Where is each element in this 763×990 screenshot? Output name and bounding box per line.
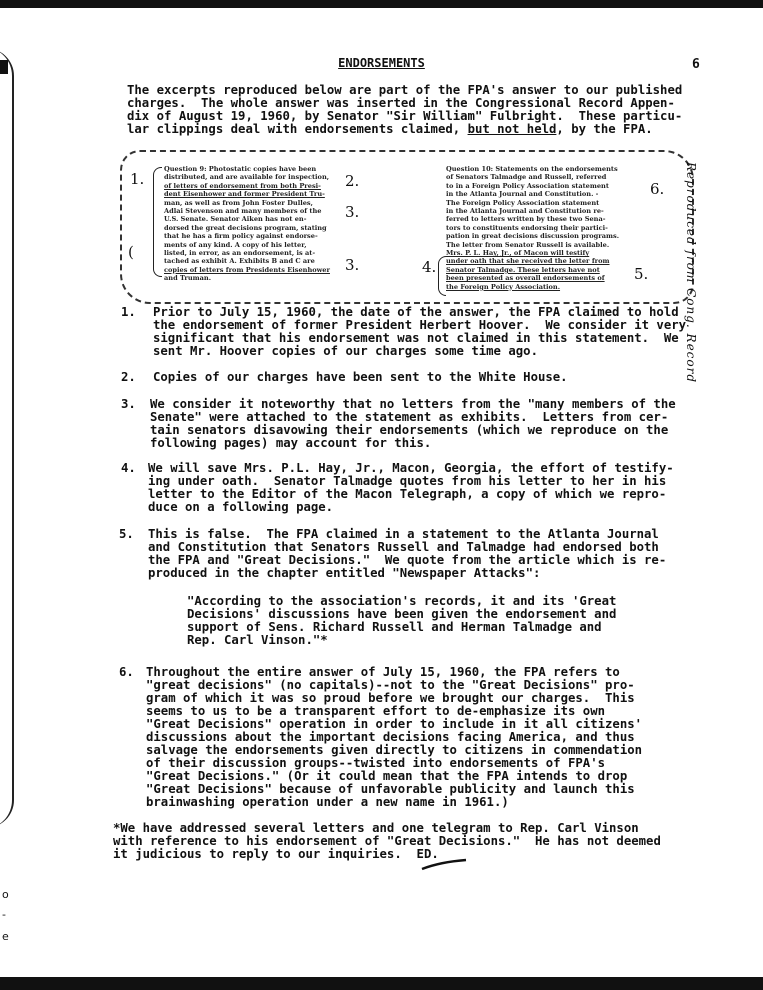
item-line: tain senators disavowing their endorsements (which we reproduce on the [150, 423, 669, 437]
clipping-right-line: tors to constituents endorsing their partici- [446, 223, 608, 232]
clipping-right-line: been presented as overall endorsements of [446, 274, 605, 283]
item-line: We will save Mrs. P.L. Hay, Jr., Macon, Georgia, the effort of testify- [148, 461, 674, 475]
footnote-line: it judicious to reply to our inquiries. ED. [113, 847, 439, 861]
clipping-left-line: U.S. Senate. Senator Aiken has not en- [164, 215, 307, 224]
clipping-left-line: Question 9: Photostatic copies have been [164, 165, 317, 173]
clipping-right-line: ferred to letters written by these two Sena- [446, 215, 606, 224]
item-number: 3. [121, 397, 136, 411]
item-line: "Great Decisions" because of unfavorable publicity and launch this [146, 782, 635, 796]
clipping-left-line: of letters of endorsement from both Presi- [164, 181, 321, 190]
item-line: of their discussion groups--twisted into endorsements of FPA's [146, 756, 606, 770]
edge-mark: e [2, 930, 9, 943]
handwritten-note: Reproduced from Cong. Record [684, 162, 698, 384]
clipping-left-line: listed, in error, as an endorsement, is at- [164, 249, 316, 257]
clipping-left-line: ments of any kind. A copy of his letter, [164, 240, 307, 249]
item-line: following pages) may account for this. [150, 436, 432, 450]
item-line: brainwashing operation under a new name in 1961.) [146, 795, 509, 809]
margin-mark-3: 3. [345, 203, 360, 221]
item-line: Prior to July 15, 1960, the date of the answer, the FPA claimed to hold [153, 305, 679, 319]
item-line: ing under oath. Senator Talmadge quotes from his letter to her in his [148, 474, 667, 488]
scan-bottom-border [0, 977, 763, 990]
clipping-right-line: under oath that she received the letter from [446, 257, 610, 266]
item-line: and Constitution that Senators Russell and Talmadge had endorsed both [148, 540, 659, 554]
clipping-left-line: Adlai Stevenson and many members of the [164, 207, 322, 215]
clipping-right-line: Senator Talmadge. These letters have not [446, 265, 600, 274]
clipping-right-line: The letter from Senator Russell is available. [446, 240, 610, 249]
clipping-right-line: Mrs. P. L. Hay, Jr., of Macon will testify [446, 249, 590, 257]
clipping-left-line: distributed, and are available for inspection, [164, 173, 330, 182]
item-number: 4. [121, 461, 136, 475]
item-line: produced in the chapter entitled "Newspaper Attacks": [148, 566, 541, 580]
clipping-left-line: copies of letters from Presidents Eisenhower [164, 265, 330, 274]
clipping-right-line: the Foreign Policy Association. [446, 282, 561, 291]
margin-mark-5: 5. [634, 265, 649, 283]
scan-top-border [0, 0, 763, 8]
clipping-left-line: and Truman. [164, 274, 212, 283]
item-line: "Great Decisions" operation in order to include in it all citizens' [146, 717, 643, 731]
margin-mark-6: 6. [650, 180, 665, 198]
intro-line: dix of August 19, 1960, by Senator "Sir William" Fulbright. These particu- [127, 109, 683, 123]
item-line: sent Mr. Hoover copies of our charges some time ago. [153, 344, 538, 358]
clipping-left-line: that he has a firm policy against endorse- [164, 232, 318, 241]
item-line: Senate" were attached to the statement as exhibits. Letters from cer- [150, 410, 669, 424]
item-line: the FPA and "Great Decisions." We quote from the article which is re- [148, 553, 667, 567]
intro-line: The excerpts reproduced below are part of the FPA's answer to our published [127, 83, 683, 97]
clipping-right-line: in the Atlanta Journal and Constitution re- [446, 207, 604, 215]
item-line: "Great Decisions." (Or it could mean that the FPA intends to drop [146, 769, 628, 783]
edge-mark: o [2, 888, 9, 901]
item-line: gram of which it was so proud before we brought our charges. This [146, 691, 635, 705]
item-line: Throughout the entire answer of July 15, 1960, the FPA refers to [146, 665, 620, 679]
clipping-left-line: dent Eisenhower and former President Tru- [164, 190, 325, 199]
item-number: 5. [119, 527, 134, 541]
margin-mark-2: 2. [345, 172, 360, 190]
clipping-left-line: man, as well as from John Foster Dulles, [164, 198, 313, 207]
clipping-right-line: Question 10: Statements on the endorsements [446, 165, 618, 173]
item-line: significant that his endorsement was not claimed in this statement. We [153, 331, 679, 345]
item-number: 2. [121, 370, 136, 384]
footnote-line: *We have addressed several letters and one telegram to Rep. Carl Vinson [113, 821, 639, 835]
clipping-bracket [153, 167, 162, 277]
item-line: "great decisions" (no capitals)--not to the "Great Decisions" pro- [146, 678, 635, 692]
margin-mark-1: 1. [130, 170, 145, 188]
item-line: This is false. The FPA claimed in a statement to the Atlanta Journal [148, 527, 659, 541]
clipping-bracket [438, 256, 446, 296]
intro-line: charges. The whole answer was inserted in the Congressional Record Appen- [127, 96, 675, 110]
intro-line-last: lar clippings deal with endorsements claimed, but not held, by the FPA. [127, 122, 653, 136]
clipping-right-line: pation in great decisions discussion programs. [446, 232, 620, 241]
page-number: 6 [692, 57, 700, 72]
clipping-right-line: The Foreign Policy Association statement [446, 198, 600, 207]
clipping-left-line: tached as exhibit A. Exhibits B and C are [164, 257, 315, 266]
item-line: salvage the endorsements given directly to citizens in commendation [146, 743, 643, 757]
quote-line: Rep. Carl Vinson."* [187, 633, 328, 647]
signature-underline [420, 858, 470, 872]
clipping-right-line: to in a Foreign Policy Association statement [446, 181, 609, 190]
item-line: seems to us to be a transparent effort to de-emphasize its own [146, 704, 606, 718]
item-line: the endorsement of former President Herbert Hoover. We consider it very [153, 318, 687, 332]
margin-mark-l: ( [128, 243, 134, 261]
footnote-line: with reference to his endorsement of "Great Decisions." He has not deemed [113, 834, 661, 848]
left-margin-bracket [0, 48, 14, 828]
clipping-right-line: in the Atlanta Journal and Constitution. - [446, 190, 599, 199]
quote-line: support of Sens. Richard Russell and Herman Talmadge and [187, 620, 602, 634]
clipping-left-line: dorsed the great decisions program, stating [164, 223, 327, 232]
quote-line: Decisions' discussions have been given the endorsement and [187, 607, 617, 621]
margin-mark-4: 4. [422, 258, 437, 276]
edge-mark: - [2, 908, 6, 921]
item-line: duce on a following page. [148, 500, 334, 514]
margin-mark-3b: 3. [345, 256, 360, 274]
clipping-right-line: of Senators Talmadge and Russell, referred [446, 173, 607, 182]
quote-line: "According to the association's records, it and its 'Great [187, 594, 617, 608]
item-line: Copies of our charges have been sent to the White House. [153, 370, 568, 384]
item-number: 6. [119, 665, 134, 679]
item-line: discussions about the important decisions facing America, and thus [146, 730, 635, 744]
item-line: letter to the Editor of the Macon Telegraph, a copy of which we repro- [148, 487, 667, 501]
item-number: 1. [121, 305, 136, 319]
item-line: We consider it noteworthy that no letters from the "many members of the [150, 397, 676, 411]
page-title: ENDORSEMENTS [338, 56, 425, 70]
